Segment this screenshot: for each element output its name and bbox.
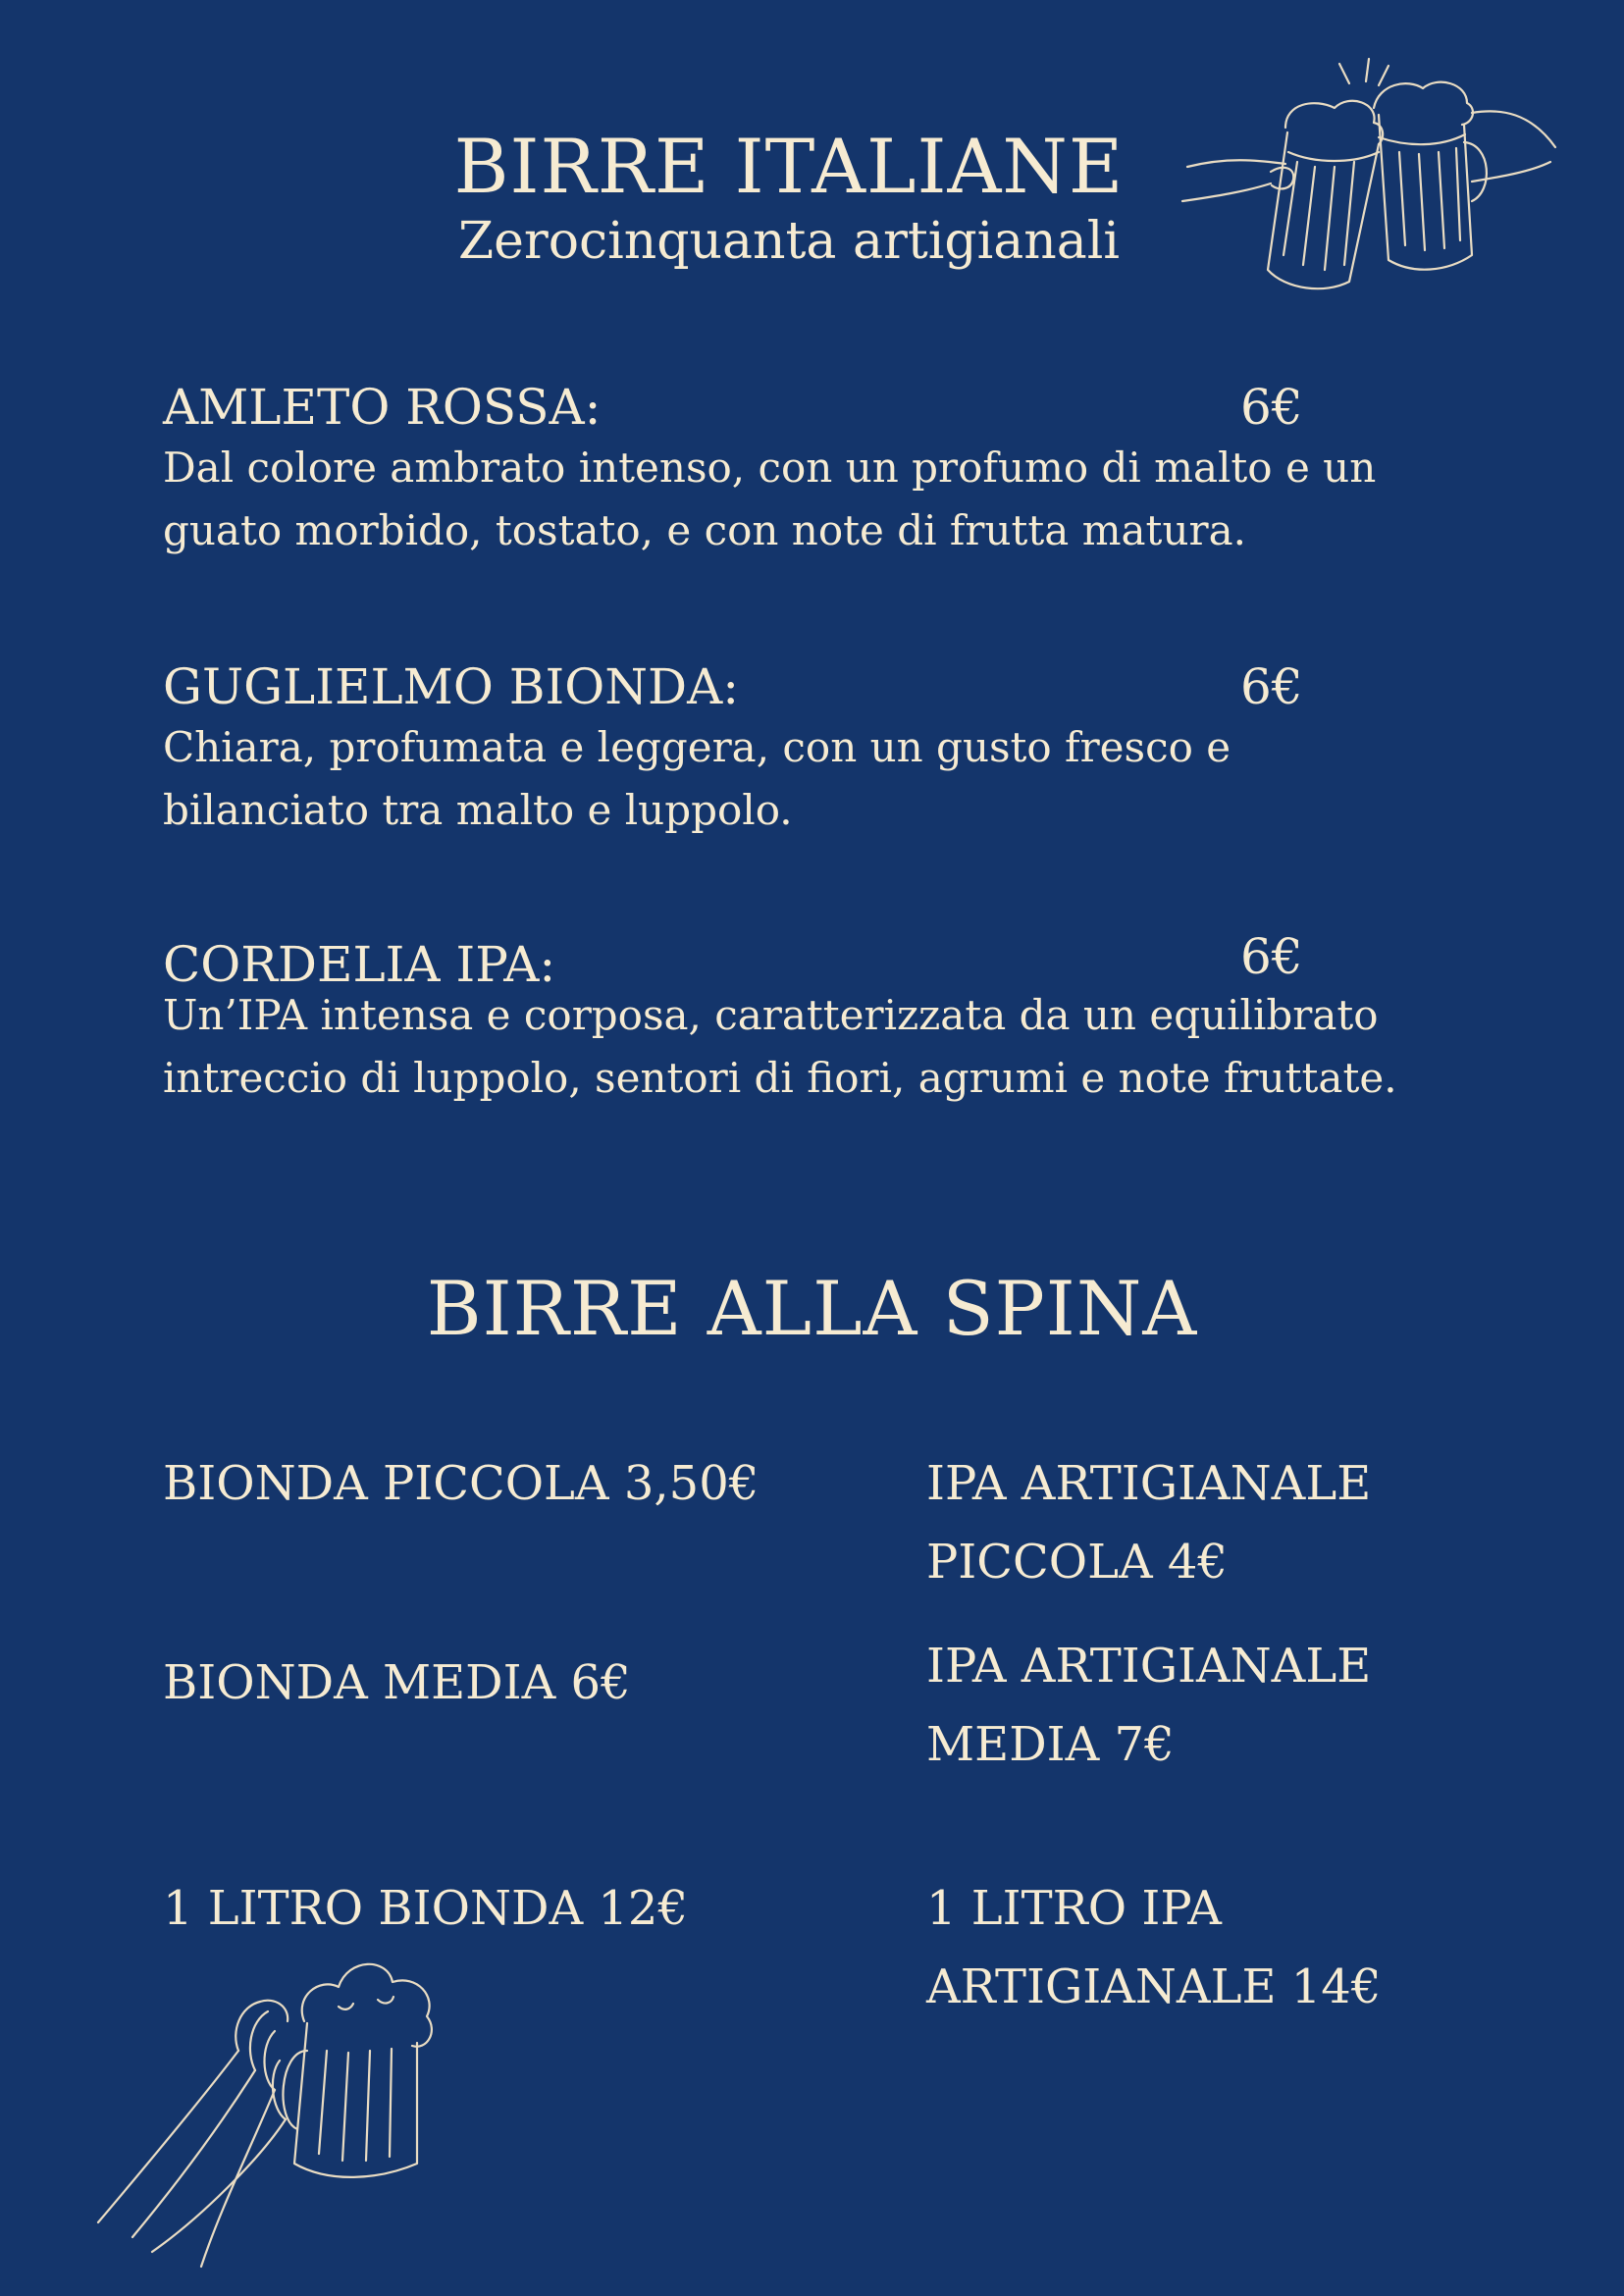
beer-description: Chiara, profumata e leggera, con un gusto fresco e bilanciato tra malto e luppolo. [163, 723, 1231, 834]
draft-item: IPA ARTIGIANALE PICCOLA 4€ [926, 1456, 1372, 1590]
draft-item: 1 LITRO IPA ARTIGIANALE 14€ [926, 1881, 1382, 2014]
draft-item: IPA ARTIGIANALE MEDIA 7€ [926, 1639, 1372, 1772]
beer-price: 6€ [1240, 379, 1303, 436]
beer-name: CORDELIA IPA: [163, 936, 556, 993]
toasting-beer-mugs-icon [1178, 54, 1560, 309]
beer-name: GUGLIELMO BIONDA: [163, 658, 740, 715]
section-title: BIRRE ALLA SPINA [426, 1265, 1198, 1352]
hand-holding-beer-mug-icon [93, 1953, 446, 2276]
page-subtitle: Zerocinquanta artigianali [457, 212, 1121, 271]
draft-item: BIONDA MEDIA 6€ [163, 1655, 631, 1710]
beer-description: Un’IPA intensa e corposa, caratterizzata da un equilibrato intreccio di luppolo, sentori di fiori, agrumi e note fruttate. [163, 991, 1397, 1102]
beer-price: 6€ [1240, 658, 1303, 715]
beer-description: Dal colore ambrato intenso, con un profumo di malto e un guato morbido, tostato, e con note di frutta matura. [163, 444, 1377, 554]
page-title: BIRRE ITALIANE [453, 123, 1125, 210]
draft-item: 1 LITRO BIONDA 12€ [163, 1881, 689, 1936]
beer-price: 6€ [1240, 928, 1303, 985]
beer-name: AMLETO ROSSA: [163, 379, 602, 436]
draft-item: BIONDA PICCOLA 3,50€ [163, 1456, 760, 1511]
